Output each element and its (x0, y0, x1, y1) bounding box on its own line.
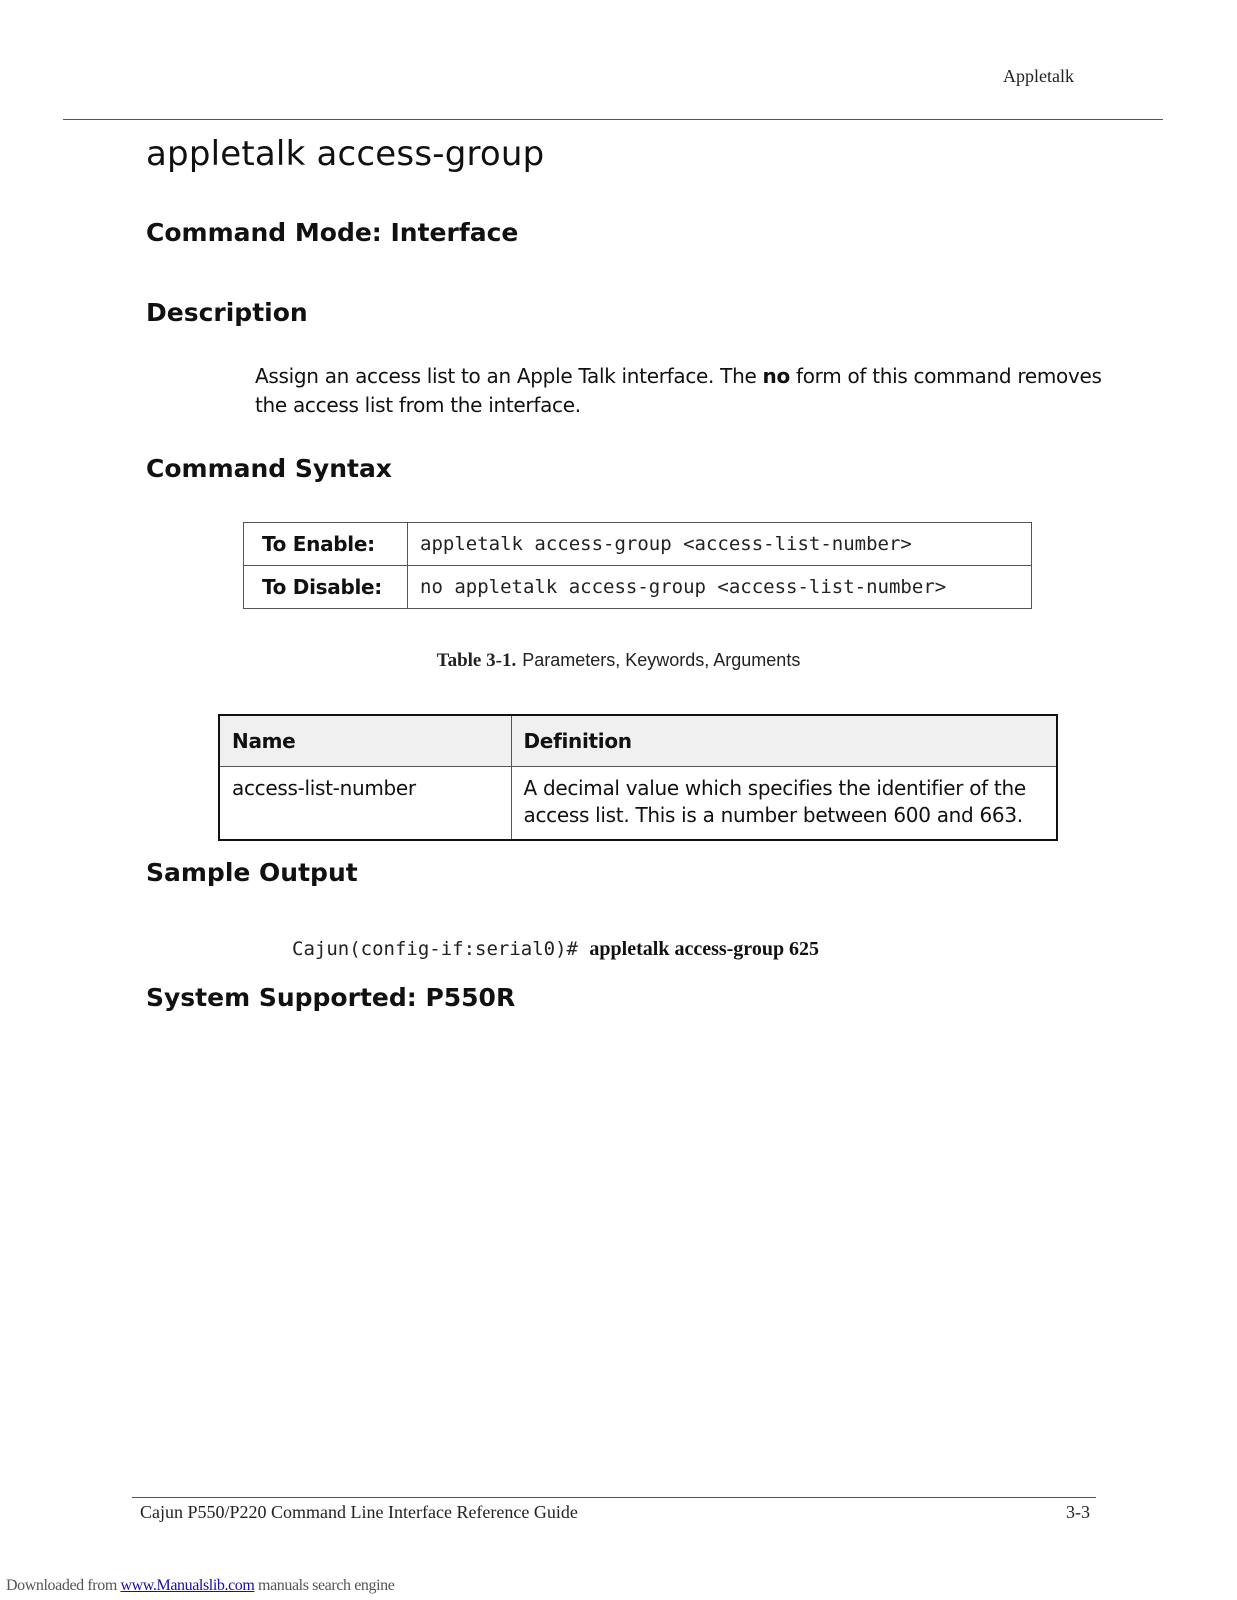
syntax-label: To Disable: (244, 566, 408, 609)
running-head: Appletalk (1003, 66, 1074, 86)
description-heading: Description (146, 298, 308, 327)
footer-rule (132, 1497, 1096, 1498)
param-definition: A decimal value which specifies the identifier of the access list. This is a number between 600 and 663. (511, 766, 1057, 840)
download-suffix: manuals search engine (254, 1577, 395, 1594)
command-syntax-table (243, 522, 1032, 609)
download-notice (6, 1577, 394, 1595)
sample-command: appletalk access-group 625 (589, 938, 820, 960)
syntax-label: To Enable: (244, 523, 408, 566)
syntax-row-enable (244, 523, 1032, 566)
syntax-command: no appletalk access-group <access-list-number> (408, 566, 1032, 609)
system-supported-heading: System Supported: P550R (146, 983, 516, 1012)
param-name: access-list-number (219, 766, 511, 840)
footer-guide-title: Cajun P550/P220 Command Line Interface Reference Guide (140, 1502, 578, 1522)
description-text-before: Assign an access list to an Apple Talk interface. The (255, 364, 763, 388)
sample-prompt: Cajun(config-if:serial0)# (292, 938, 590, 960)
sample-output (292, 936, 819, 961)
table-header-row (219, 715, 1057, 766)
syntax-row-disable (244, 566, 1032, 609)
header-rule (63, 119, 1163, 120)
table-row (219, 766, 1057, 840)
parameters-table (218, 714, 1058, 841)
download-prefix: Downloaded from (6, 1577, 121, 1594)
table-caption (0, 649, 1237, 672)
command-mode-heading: Command Mode: Interface (146, 218, 519, 247)
column-header-definition: Definition (511, 715, 1057, 766)
table-caption-number: Table 3-1. (436, 650, 517, 671)
command-syntax-heading: Command Syntax (146, 454, 392, 483)
description-bold-word: no (762, 364, 790, 388)
manualslib-link[interactable]: www.Manualslib.com (120, 1577, 255, 1594)
column-header-name: Name (219, 715, 511, 766)
page-title: appletalk access-group (146, 134, 545, 174)
syntax-command: appletalk access-group <access-list-number> (408, 523, 1032, 566)
description-text-after: form of this command removes the access list from the interface. (255, 364, 1102, 417)
sample-output-heading: Sample Output (146, 858, 358, 887)
table-caption-text: Parameters, Keywords, Arguments (522, 650, 801, 670)
description-text (255, 362, 1135, 420)
page-number: 3-3 (1066, 1502, 1090, 1522)
